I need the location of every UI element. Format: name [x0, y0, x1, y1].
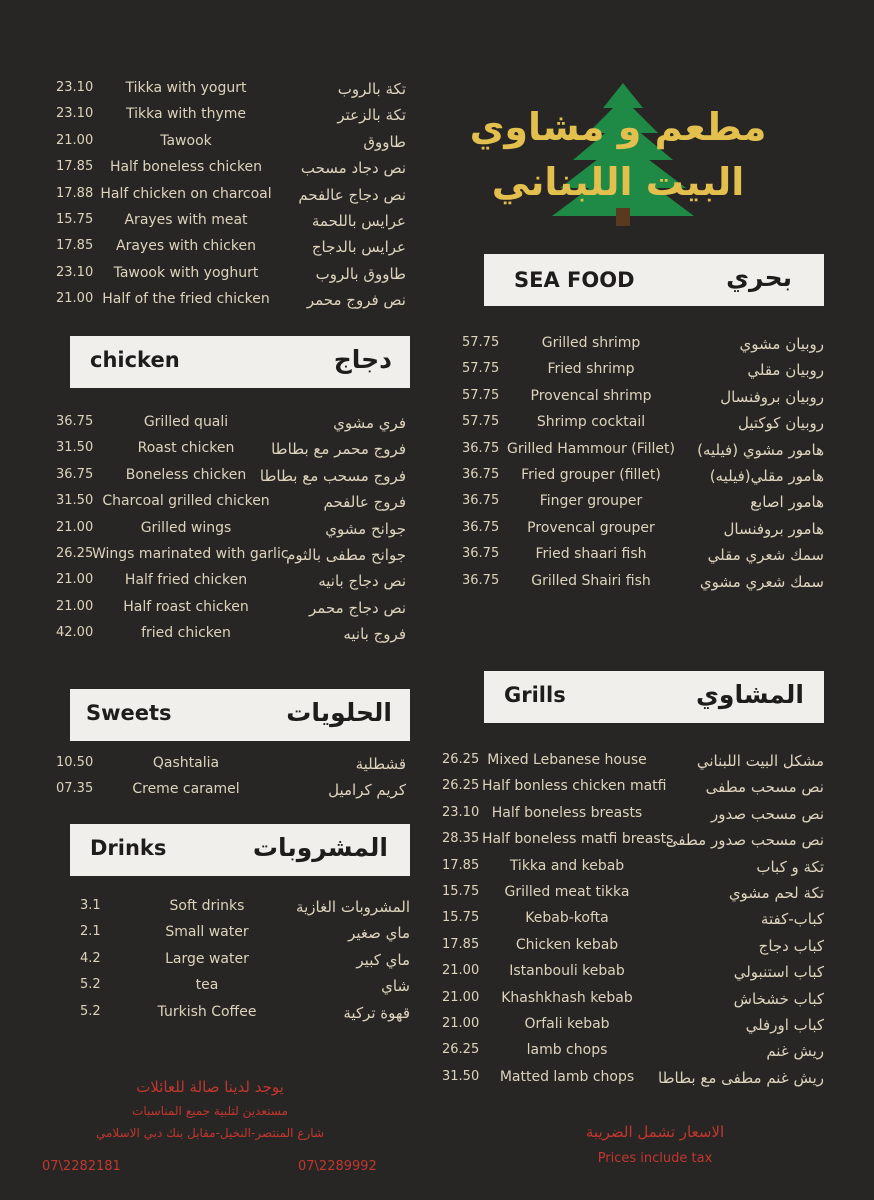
family-hall-note: يوجد لدينا صالة للعائلات — [136, 1078, 284, 1096]
item-name-ar: روبيان كوكتيل — [738, 414, 824, 433]
menu-item-row — [56, 781, 406, 805]
item-name-en: Matted lamb chops — [499, 1068, 635, 1085]
drinks-title-en: Drinks — [90, 836, 167, 860]
menu-item-row — [80, 898, 410, 922]
item-name-ar: نص مسحب صدور مطفى — [665, 831, 824, 850]
item-price: 21.00 — [442, 1016, 480, 1031]
item-name-en: Grilled wings — [140, 519, 232, 536]
item-price: 36.75 — [462, 440, 500, 456]
item-price: 15.75 — [56, 212, 94, 227]
menu-item-row — [56, 265, 406, 289]
item-name-ar: روبيان مشوي — [739, 335, 824, 353]
item-price: 17.85 — [442, 857, 480, 873]
item-name-ar: روبيان مقلي — [747, 361, 824, 380]
item-name-ar: جوانح مطفى بالثوم — [286, 546, 406, 564]
item-name-en: Grilled quali — [143, 414, 229, 430]
item-name-ar: نص فروج محمر — [306, 291, 406, 310]
chicken-title-ar: دجاج — [333, 345, 392, 374]
address-text: شارع المنتصر-النخيل-مقابل بنك دبي الاسلامي — [95, 1126, 324, 1140]
menu-item-row — [442, 1042, 824, 1066]
restaurant-title-line1: مطعم و مشاوي — [469, 105, 767, 149]
item-name-ar: هامور بروفنسال — [723, 519, 824, 538]
item-name-en: Orfali kebab — [524, 1016, 610, 1032]
item-price: 36.75 — [56, 414, 94, 429]
menu-item-row — [56, 599, 406, 623]
cedar-tree-icon — [548, 78, 698, 228]
item-name-ar: جوانح مشوي — [325, 519, 406, 538]
menu-item-row — [80, 977, 410, 1001]
item-name-ar: قهوة تركية — [343, 1003, 410, 1022]
item-name-en: Small water — [165, 924, 249, 941]
item-name-ar: شاي — [381, 977, 410, 996]
item-price: 23.10 — [442, 804, 480, 820]
drinks-title-ar: المشروبات — [252, 833, 388, 862]
item-price: 21.00 — [56, 519, 94, 535]
phone-number-1[interactable]: 07\2282181 — [42, 1159, 121, 1174]
item-name-ar: روبيان بروفنسال — [720, 387, 824, 406]
menu-item-row — [56, 440, 406, 464]
menu-item-row — [56, 212, 406, 236]
item-name-ar: فري مشوي — [333, 414, 406, 432]
menu-item-row — [56, 755, 406, 779]
item-name-en: Tikka and kebab — [509, 857, 625, 874]
item-name-en: Tawook with yoghurt — [113, 264, 259, 281]
drinks-header — [70, 824, 410, 876]
item-price: 21.00 — [56, 572, 94, 588]
menu-item-row — [442, 805, 824, 829]
menu-item-row — [442, 831, 824, 855]
item-name-ar: كباب دجاج — [758, 936, 824, 955]
menu-item-row — [56, 493, 406, 517]
tax-note-ar: الاسعار تشمل الضريبة — [585, 1123, 725, 1141]
item-price: 31.50 — [56, 493, 94, 509]
item-name-ar: عرايس باللحمة — [311, 212, 406, 230]
menu-item-row — [442, 884, 824, 908]
item-name-ar: كباب-كفتة — [760, 910, 824, 929]
menu-item-row — [462, 414, 824, 438]
menu-item-row — [56, 414, 406, 438]
menu-item-row — [56, 106, 406, 130]
item-name-ar: نص مسحب مطفى — [705, 778, 824, 797]
menu-item-row — [80, 1004, 410, 1028]
item-name-en: Grilled meat tikka — [504, 884, 630, 900]
item-name-en: Half boneless matfi breasts — [482, 831, 674, 848]
item-name-ar: فروج عالفحم — [323, 493, 406, 512]
phone-number-2[interactable]: 07\2289992 — [298, 1159, 377, 1174]
menu-item-row — [442, 963, 824, 987]
item-name-ar: تكة و كباب — [756, 857, 824, 876]
item-name-ar: فروج مسحب مع بطاطا — [259, 466, 406, 485]
item-price: 21.00 — [56, 132, 94, 148]
item-name-ar: عرايس بالدجاج — [311, 238, 406, 257]
item-name-ar: طاووق بالروب — [315, 264, 406, 283]
item-name-ar: تكة بالروب — [337, 80, 406, 98]
item-name-en: Half chicken on charcoal — [100, 185, 272, 202]
item-name-en: Arayes with chicken — [116, 238, 256, 255]
item-price: 36.75 — [462, 467, 500, 482]
item-name-ar: نص دجاج عالفحم — [298, 185, 406, 204]
tax-note-en: Prices include tax — [597, 1151, 713, 1166]
menu-item-row — [442, 778, 824, 802]
item-name-en: Khashkhash kebab — [501, 989, 633, 1006]
occasions-note: مستعدين لتلبية جميع المناسبات — [132, 1104, 288, 1118]
item-name-en: Half boneless breasts — [491, 804, 643, 821]
item-name-ar: تكة لحم مشوي — [728, 884, 824, 902]
item-price: 17.88 — [56, 185, 94, 201]
menu-item-row — [56, 238, 406, 262]
item-price: 3.1 — [80, 898, 101, 913]
item-price: 2.1 — [80, 924, 101, 940]
item-name-ar: فروج بانيه — [343, 625, 406, 644]
item-price: 26.25 — [442, 1042, 480, 1058]
grills-header — [484, 671, 824, 723]
item-name-ar: ماي صغير — [348, 924, 410, 943]
item-price: 07.35 — [56, 781, 94, 797]
item-name-ar: طاووق — [363, 132, 406, 151]
item-price: 26.25 — [56, 546, 94, 561]
grills-title-en: Grills — [504, 683, 566, 707]
menu-item-row — [56, 291, 406, 315]
menu-item-row — [442, 910, 824, 934]
item-name-en: Chicken kebab — [515, 936, 619, 953]
item-name-en: Turkish Coffee — [157, 1003, 257, 1020]
item-name-en: Wings marinated with garlic — [92, 546, 289, 562]
sweets-title-en: Sweets — [86, 701, 172, 725]
item-price: 57.75 — [462, 361, 500, 377]
menu-item-row — [56, 133, 406, 157]
item-name-ar: سمك شعري مقلي — [707, 546, 824, 565]
grills-title-ar: المشاوي — [696, 680, 804, 709]
restaurant-title-line2: البيت اللبناني — [491, 160, 745, 204]
item-price: 26.25 — [442, 778, 480, 794]
item-name-en: Kebab-kofta — [525, 910, 609, 927]
item-name-ar: نص مسحب صدور — [710, 804, 824, 823]
item-price: 15.75 — [442, 884, 480, 899]
menu-item-row — [56, 572, 406, 596]
menu-item-row — [56, 80, 406, 104]
item-name-ar: كباب استنبولي — [733, 963, 824, 982]
menu-item-row — [462, 546, 824, 570]
item-price: 57.75 — [462, 414, 500, 430]
item-name-en: Half fried chicken — [124, 572, 248, 589]
seafood-title-en: SEA FOOD — [514, 268, 635, 292]
item-price: 31.50 — [56, 440, 94, 456]
menu-item-row — [442, 858, 824, 882]
item-name-en: Boneless chicken — [125, 466, 247, 483]
item-name-ar: نص دجاد مسحب — [300, 159, 406, 178]
seafood-header — [484, 254, 824, 306]
item-name-en: Istanbouli kebab — [509, 963, 625, 980]
menu-item-row — [442, 990, 824, 1014]
item-price: 17.85 — [56, 159, 94, 175]
item-name-en: Charcoal grilled chicken — [102, 493, 270, 510]
item-price: 4.2 — [80, 950, 101, 966]
item-name-en: Finger grouper — [539, 493, 643, 510]
item-name-en: Grilled Hammour (Fillet) — [507, 440, 675, 457]
menu-item-row — [462, 388, 824, 412]
item-name-en: Half roast chicken — [123, 598, 249, 615]
item-name-ar: نص دجاج بانيه — [318, 572, 406, 591]
item-name-en: fried chicken — [141, 625, 231, 642]
chicken-title-en: chicken — [90, 348, 180, 372]
item-name-en: Half of the fried chicken — [102, 291, 270, 308]
chicken-header — [70, 336, 410, 388]
menu-item-row — [462, 361, 824, 385]
item-name-en: Qashtalia — [152, 755, 220, 771]
item-name-ar: فروج محمر مع بطاطا — [271, 440, 406, 459]
menu-item-row — [462, 441, 824, 465]
item-name-en: Fried shrimp — [547, 361, 635, 378]
item-name-en: Half bonless chicken matfi — [482, 778, 667, 795]
item-price: 15.75 — [442, 910, 480, 926]
item-name-en: Grilled Shairi fish — [531, 572, 651, 589]
item-name-ar: كريم كراميل — [328, 781, 406, 800]
item-price: 23.10 — [56, 106, 94, 122]
menu-item-row — [462, 573, 824, 597]
menu-item-row — [462, 335, 824, 359]
item-name-ar: مشكل البيت اللبناني — [696, 752, 824, 770]
item-name-ar: قشطلية — [355, 755, 406, 773]
menu-item-row — [442, 1016, 824, 1040]
item-price: 5.2 — [80, 1003, 101, 1019]
item-name-ar: ماي كبير — [356, 950, 410, 969]
seafood-title-ar: بحري — [726, 263, 792, 292]
item-name-en: Arayes with meat — [124, 212, 248, 228]
menu-item-row — [56, 159, 406, 183]
item-name-en: tea — [195, 977, 219, 994]
item-price: 10.50 — [56, 755, 94, 770]
item-price: 36.75 — [462, 546, 500, 562]
item-price: 21.00 — [56, 291, 94, 307]
item-name-ar: هامور مقلي(فيليه) — [709, 467, 824, 485]
item-price: 36.75 — [56, 466, 94, 482]
menu-item-row — [462, 467, 824, 491]
item-price: 21.00 — [56, 598, 94, 614]
menu-item-row — [56, 546, 406, 570]
menu-item-row — [80, 951, 410, 975]
item-name-ar: هامور اصابع — [750, 493, 824, 512]
item-price: 28.35 — [442, 831, 480, 847]
item-name-en: Fried grouper (fillet) — [521, 467, 661, 483]
item-name-ar: سمك شعري مشوي — [699, 572, 824, 591]
menu-item-row — [56, 625, 406, 649]
item-price: 36.75 — [462, 519, 500, 535]
item-price: 17.85 — [56, 238, 94, 254]
menu-item-row — [462, 520, 824, 544]
item-name-en: Half boneless chicken — [109, 159, 263, 176]
item-price: 21.00 — [442, 963, 480, 979]
menu-item-row — [442, 937, 824, 961]
item-price: 36.75 — [462, 493, 500, 509]
item-name-en: Tikka with thyme — [125, 106, 247, 123]
item-name-ar: المشروبات الغازية — [296, 898, 410, 916]
item-price: 57.75 — [462, 335, 500, 350]
menu-item-row — [442, 1069, 824, 1093]
sweets-title-ar: الحلويات — [286, 698, 392, 727]
item-price: 23.10 — [56, 80, 94, 95]
item-name-en: Creme caramel — [132, 781, 240, 798]
item-name-en: Mixed Lebanese house — [487, 752, 647, 768]
item-name-en: Shrimp cocktail — [536, 414, 646, 431]
item-name-ar: كباب اورفلي — [745, 1016, 824, 1034]
item-name-en: Grilled shrimp — [541, 335, 641, 351]
item-price: 17.85 — [442, 936, 480, 952]
item-price: 36.75 — [462, 572, 500, 588]
item-name-en: Soft drinks — [169, 898, 245, 914]
item-price: 31.50 — [442, 1068, 480, 1084]
item-price: 21.00 — [442, 989, 480, 1005]
item-price: 23.10 — [56, 264, 94, 280]
item-price: 5.2 — [80, 977, 101, 993]
item-name-en: Fried shaari fish — [535, 546, 647, 563]
menu-item-row — [80, 924, 410, 948]
item-price: 26.25 — [442, 752, 480, 767]
menu-item-row — [462, 493, 824, 517]
item-name-en: Tikka with yogurt — [125, 80, 247, 96]
item-name-ar: كباب خشخاش — [733, 989, 824, 1008]
item-name-ar: ريش غنم مطفى مع بطاطا — [658, 1068, 824, 1087]
item-price: 57.75 — [462, 387, 500, 403]
item-name-en: Provencal grouper — [527, 519, 655, 536]
item-price: 42.00 — [56, 625, 94, 641]
item-name-en: Roast chicken — [137, 440, 235, 457]
item-name-en: Large water — [165, 950, 249, 967]
item-name-en: Tawook — [160, 132, 212, 149]
item-name-en: lamb chops — [526, 1042, 608, 1059]
menu-item-row — [56, 467, 406, 491]
menu-item-row — [56, 186, 406, 210]
item-name-ar: نص دجاج محمر — [309, 598, 406, 617]
item-name-en: Provencal shrimp — [530, 387, 652, 404]
item-name-ar: ريش غنم — [766, 1042, 824, 1061]
menu-item-row — [442, 752, 824, 776]
item-name-ar: تكة بالزعتر — [337, 106, 406, 125]
menu-item-row — [56, 520, 406, 544]
sweets-header — [70, 689, 410, 741]
item-name-ar: هامور مشوي (فيليه) — [697, 440, 824, 459]
